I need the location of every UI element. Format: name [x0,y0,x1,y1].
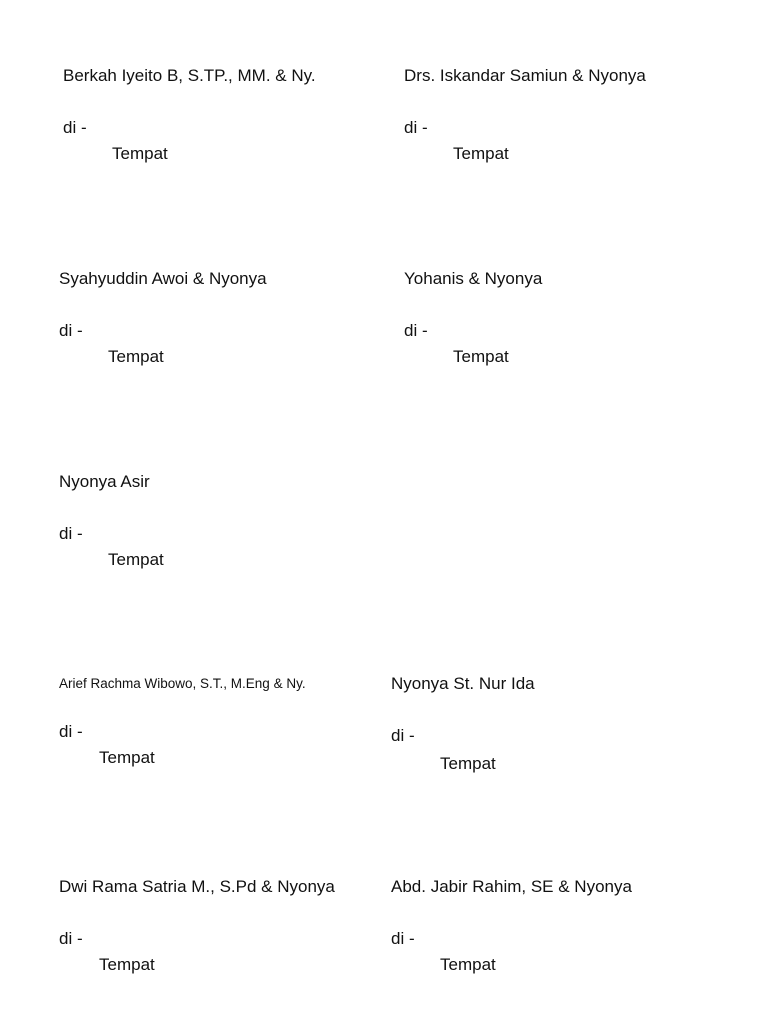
address-label [59,472,389,592]
di-line: di - [59,929,83,948]
recipient-name: Dwi Rama Satria M., S.Pd & Nyonya [59,877,335,896]
address-label [59,269,389,389]
tempat-line: Tempat [99,748,155,767]
tempat-line: Tempat [440,754,496,773]
recipient-name: Abd. Jabir Rahim, SE & Nyonya [391,877,632,896]
recipient-name: Drs. Iskandar Samiun & Nyonya [404,66,646,85]
tempat-line: Tempat [453,347,509,366]
di-line: di - [59,321,83,340]
recipient-name: Yohanis & Nyonya [404,269,543,288]
address-label [391,674,721,794]
tempat-line: Tempat [108,550,164,569]
address-label [404,66,734,186]
recipient-name: Syahyuddin Awoi & Nyonya [59,269,267,288]
di-line: di - [404,118,428,137]
tempat-line: Tempat [112,144,168,163]
address-label [59,674,389,794]
recipient-name: Arief Rachma Wibowo, S.T., M.Eng & Ny. [59,676,306,691]
tempat-line: Tempat [453,144,509,163]
address-label [63,66,393,186]
di-line: di - [59,722,83,741]
recipient-name: Nyonya Asir [59,472,150,491]
address-label [391,877,721,997]
tempat-line: Tempat [108,347,164,366]
address-label [404,269,734,389]
recipient-name: Nyonya St. Nur Ida [391,674,535,693]
di-line: di - [404,321,428,340]
tempat-line: Tempat [99,955,155,974]
di-line: di - [391,929,415,948]
di-line: di - [59,524,83,543]
recipient-name: Berkah Iyeito B, S.TP., MM. & Ny. [63,66,316,85]
di-line: di - [63,118,87,137]
address-label [59,877,389,997]
tempat-line: Tempat [440,955,496,974]
di-line: di - [391,726,415,745]
